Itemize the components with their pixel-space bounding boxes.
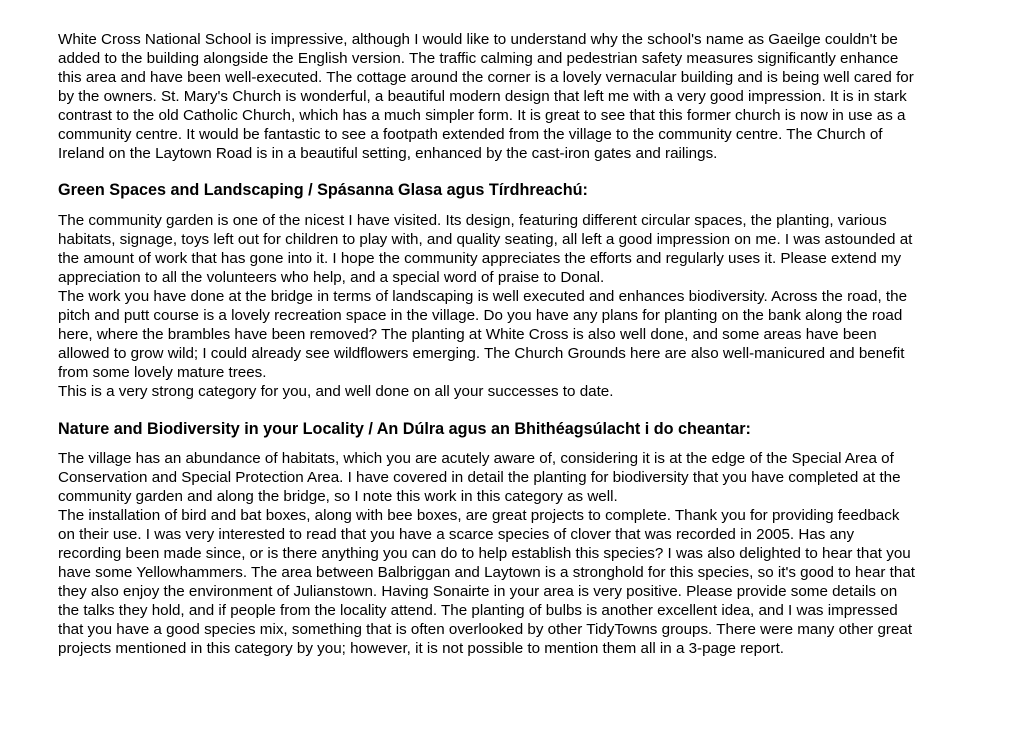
green-spaces-heading: Green Spaces and Landscaping / Spásanna Glasa agus Tírdhreachú:	[58, 181, 588, 199]
nature-paragraph-1: The village has an abundance of habitats, which you are acutely aware of, considering it is at the edge of the Special Area of Conservation and Special Protection Area. I have covered in detail the planting for biodiversity that you have completed at the community garden and along the bridge, so I note this work in this category as well.	[58, 450, 901, 505]
green-spaces-heading-wrap	[58, 180, 918, 200]
green-spaces-paragraph-2: The work you have done at the bridge in terms of landscaping is well executed and enhances biodiversity. Across the road, the pitch and putt course is a lovely recreation space in the village. Do you have any plans for planting on the bank along the road here, where the brambles have been removed? The planting at White Cross is also well done, and some areas have been allowed to grow wild; I could already see wildflowers emerging. The Church Grounds here are also well-manicured and benefit from some lovely mature trees.	[58, 288, 908, 381]
nature-heading-wrap	[58, 419, 918, 439]
nature-biodiversity-heading: Nature and Biodiversity in your Locality / An Dúlra agus an Bhithéagsúlacht i do cheantar:	[58, 420, 751, 438]
green-spaces-paragraph-1: The community garden is one of the nicest I have visited. Its design, featuring different circular spaces, the planting, various habitats, signage, toys left out for children to play with, and quality seating, all left a good impression on me. I was astounded at the amount of work that has gone into it. I hope the community appreciates the efforts and regularly uses it. Please extend my appreciation to all the volunteers who help, and a special word of praise to Donal.	[58, 212, 913, 286]
report-page	[58, 30, 918, 658]
green-spaces-paragraph-3: This is a very strong category for you, and well done on all your successes to date.	[58, 383, 614, 400]
nature-paragraph-2: The installation of bird and bat boxes, along with bee boxes, are great projects to complete. Thank you for providing feedback on their use. I was very interested to read that you have a scarce species of clover that was recorded in 2005. Has any recording been made since, or is there anything you can do to help establish this species? I was also delighted to hear that you have some Yellowhammers. The area between Balbriggan and Laytown is a stronghold for this species, so it's good to hear that they also enjoy the environment of Julianstown. Having Sonairte in your area is very positive. Please provide some details on the talks they hold, and if people from the locality attend. The planting of bulbs is another excellent idea, and I was impressed that you have a good species mix, something that is often overlooked by other TidyTowns groups. There were many other great projects mentioned in this category by you; however, it is not possible to mention them all in a 3-page report.	[58, 507, 916, 657]
built-environment-paragraph: White Cross National School is impressive, although I would like to understand why the school's name as Gaeilge couldn't be added to the building alongside the English version. The traffic calming and pedestrian safety measures significantly enhance this area and have been well-executed. The cottage around the corner is a lovely vernacular building and is being well cared for by the owners. St. Mary's Church is wonderful, a beautiful modern design that left me with a very good impression. It is in stark contrast to the old Catholic Church, which has a much simpler form. It is great to see that this former church is now in use as a community centre. It would be fantastic to see a footpath extended from the village to the community centre. The Church of Ireland on the Laytown Road is in a beautiful setting, enhanced by the cast-iron gates and railings.	[58, 31, 914, 162]
